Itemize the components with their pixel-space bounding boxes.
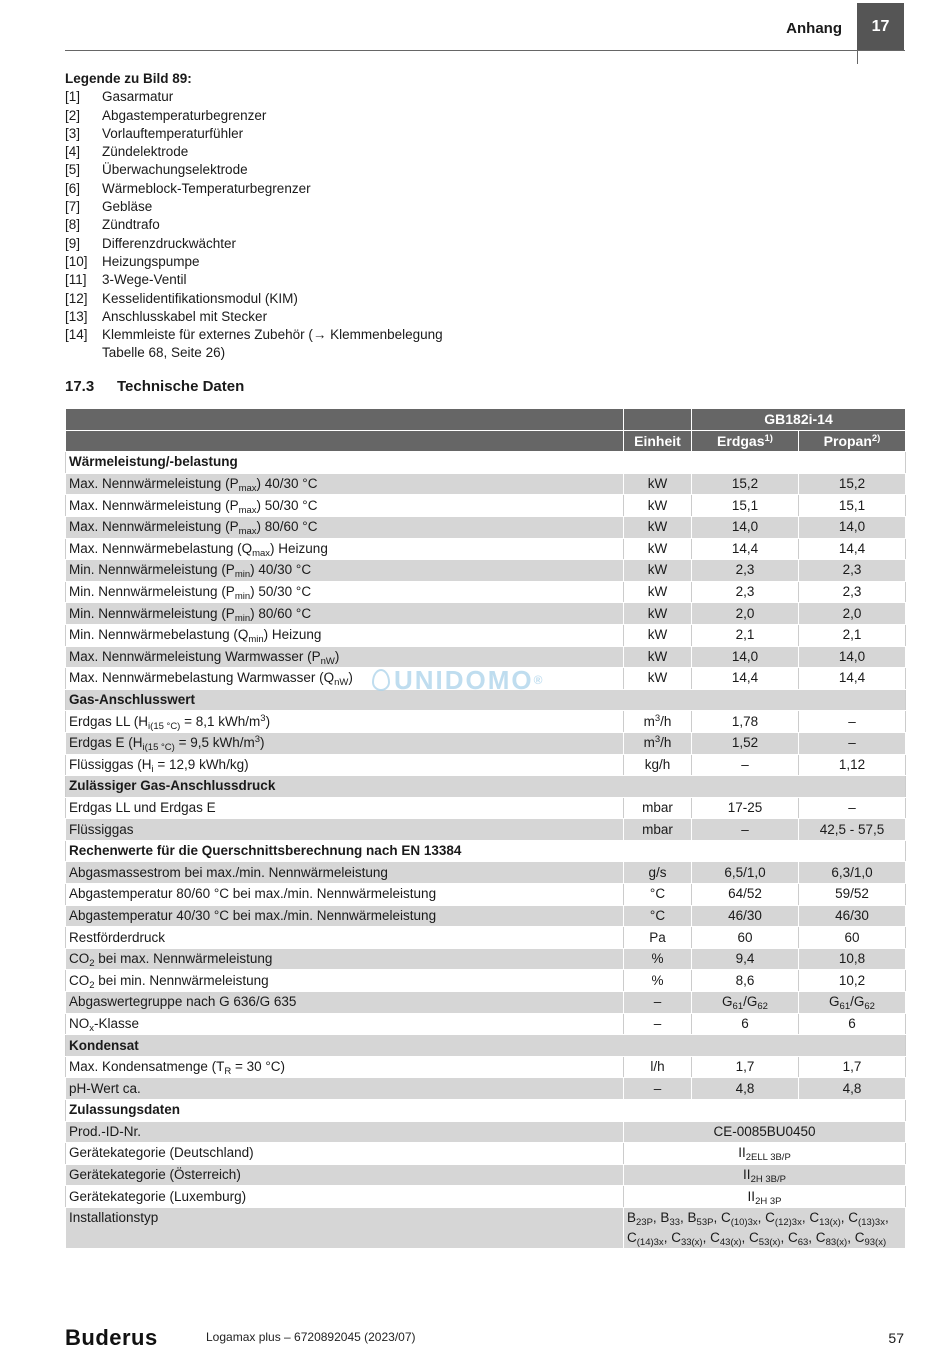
table-row: Erdgas E ($H_{i(15 ^\circ C)} = 9,5$ kWh/$m^3$) $m^3/h$ 1,52 –: [66, 732, 906, 754]
category-row: Gas-Anschlusswert: [66, 689, 906, 711]
table-row: Abgastemperatur 40/30 °C bei max./min. Nennwärmeleistung °C 46/30 46/30: [66, 905, 906, 927]
legend-title: Legende zu Bild 89:: [65, 71, 192, 86]
header-section-title: Anhang: [786, 20, 842, 37]
legend-item: [2] Abgastemperaturbegrenzer: [65, 107, 267, 123]
unit-column-header: Einheit: [624, 430, 692, 452]
table-row: Min. Nennwärmebelastung $(Q_{min})$ Heizung kW 2,1 2,1: [66, 624, 906, 646]
table-row: Restförderdruck Pa 60 60: [66, 927, 906, 949]
category-row: Wärmeleistung/-belastung: [66, 452, 906, 474]
chapter-number-badge: 17: [857, 3, 904, 50]
legend-item: [11] 3-Wege-Ventil: [65, 272, 187, 288]
table-row: Max. Nennwärmeleistung Warmwasser $(P_{nW})$ kW 14,0 14,0: [66, 646, 906, 668]
watermark: UNIDOMO®: [372, 665, 545, 696]
header-rule: [65, 50, 905, 51]
brand-logo: Buderus: [65, 1325, 158, 1350]
legend-item: [13] Anschlusskabel mit Stecker: [65, 308, 268, 324]
table-row: Max. Nennwärmebelastung Warmwasser $(Q_{nW})$ kW 14,4 14,4: [66, 668, 906, 690]
legend-item: [14] Klemmleiste für externes Zubehör (→ Klemmenbelegung Tabelle 68, Seite 26): [65, 327, 443, 361]
table-row: Max. Nennwärmeleistung $(P_{max})$ 40/30 °C kW 15,2 15,2: [66, 473, 906, 495]
table-row: Erdgas LL ($H_{i(15 ^\circ C)} = 8,1$ kWh/$m^3$) $m^3/h$ 1,78 –: [66, 711, 906, 733]
legend-item: [7] Gebläse: [65, 199, 153, 215]
category-row: Kondensat: [66, 1035, 906, 1057]
category-row: Rechenwerte für die Querschnittsberechnung nach EN 13384: [66, 840, 906, 862]
table-row: Min. Nennwärmeleistung $(P_{min})$ 40/30 °C kW 2,3 2,3: [66, 560, 906, 582]
legend-item: [6] Wärmeblock-Temperaturbegrenzer: [65, 180, 311, 196]
header-tick: [857, 50, 858, 64]
table-row: Max. Nennwärmebelastung $(Q_{max})$ Heizung kW 14,4 14,4: [66, 538, 906, 560]
legend-item: [5] Überwachungselektrode: [65, 162, 248, 178]
page-number: 57: [888, 1330, 904, 1346]
table-row: $CO_2$ bei min. Nennwärmeleistung % 8,6 10,2: [66, 970, 906, 992]
section-number: 17.3: [65, 378, 95, 395]
table-row: Max. Nennwärmeleistung $(P_{max})$ 80/60 °C kW 14,0 14,0: [66, 516, 906, 538]
erdgas-column-header: Erdgas$^{1)}$: [692, 430, 799, 452]
table-row: pH-Wert ca. – 4,8 4,8: [66, 1078, 906, 1100]
table-row: Abgastemperatur 80/60 °C bei max./min. Nennwärmeleistung °C 64/52 59/52: [66, 884, 906, 906]
table-row: Installationstyp $B_{23P}$, $B_{33}$, $B_{53P}$, $C_{(10)3x}$, $C_{(12)3x}$, $C_{13(x)}$, $C_{(13)3x}$, $C_{(14)3x}$, $C_{33(x)}$, $C_{43(x)}$, $C_{53(x)}$, $C_{63}$, $C_{83(x)}$, $C_{93(x)}$: [66, 1207, 906, 1248]
legend-item: [9] Differenzdruckwächter: [65, 235, 237, 251]
legend-item: [1] Gasarmatur: [65, 89, 174, 105]
table-header-row: [66, 430, 906, 452]
table-row: Min. Nennwärmeleistung $(P_{min})$ 80/60 °C kW 2,0 2,0: [66, 603, 906, 625]
legend-item: [8] Zündtrafo: [65, 217, 160, 233]
table-row: $CO_2$ bei max. Nennwärmeleistung % 9,4 10,8: [66, 948, 906, 970]
table-row: Gerätekategorie (Österreich) $II_{2H 3B/P}$: [66, 1164, 906, 1186]
category-row: Zulässiger Gas-Anschlussdruck: [66, 776, 906, 798]
legend-item: [12] Kesselidentifikationsmodul (KIM): [65, 290, 298, 306]
section-heading: [65, 378, 244, 395]
model-header: GB182i-14: [692, 409, 906, 431]
legend-item: [4] Zündelektrode: [65, 144, 189, 160]
table-row: Erdgas LL und Erdgas E mbar 17-25 –: [66, 797, 906, 819]
table-row: Gerätekategorie (Deutschland) $II_{2ELL 3B/P}$: [66, 1143, 906, 1165]
table-row: Abgasmassestrom bei max./min. Nennwärmeleistung g/s 6,5/1,0 6,3/1,0: [66, 862, 906, 884]
table-row: Flüssiggas mbar – 42,5 - 57,5: [66, 819, 906, 841]
figure-legend: [65, 70, 462, 363]
water-drop-icon: [372, 669, 390, 691]
table-header-row: [66, 409, 906, 431]
table-row: Max. Nennwärmeleistung $(P_{max})$ 50/30 °C kW 15,1 15,1: [66, 495, 906, 517]
table-row: Abgaswertegruppe nach G 636/G 635 – $G_{61}/G_{62}$ $G_{61}/G_{62}$: [66, 992, 906, 1014]
table-row: Gerätekategorie (Luxemburg) $II_{2H 3P}$: [66, 1186, 906, 1208]
table-row: Min. Nennwärmeleistung $(P_{min})$ 50/30 °C kW 2,3 2,3: [66, 581, 906, 603]
table-row: Prod.-ID-Nr. CE-0085BU0450: [66, 1121, 906, 1143]
section-title: Technische Daten: [117, 378, 245, 395]
footer-document-id: Logamax plus – 6720892045 (2023/07): [206, 1330, 416, 1344]
technical-data-table: [65, 408, 906, 1249]
legend-item: [10] Heizungspumpe: [65, 253, 200, 269]
table-row: Flüssiggas ($H_i = 12,9$ kWh/kg) kg/h – 1,12: [66, 754, 906, 776]
table-row: $NO_x$-Klasse – 6 6: [66, 1013, 906, 1035]
category-row: Zulassungsdaten: [66, 1100, 906, 1122]
installation-types: $B_{23P}$, $B_{33}$, $B_{53P}$, $C_{(10)3x}$, $C_{(12)3x}$, $C_{13(x)}$, $C_{(13)3x}$, $C_{(14)3x}$, $C_{33(x)}$, $C_{43(x)}$, $C_{53(x)}$, $C_{63}$, $C_{83(x)}$, $C_{93(x)}$: [624, 1207, 906, 1248]
table-row: Max. Kondensatmenge ($T_R = 30$ °C) l/h 1,7 1,7: [66, 1056, 906, 1078]
legend-item: [3] Vorlauftemperaturfühler: [65, 125, 244, 141]
propan-column-header: Propan$^{2)}$: [799, 430, 906, 452]
